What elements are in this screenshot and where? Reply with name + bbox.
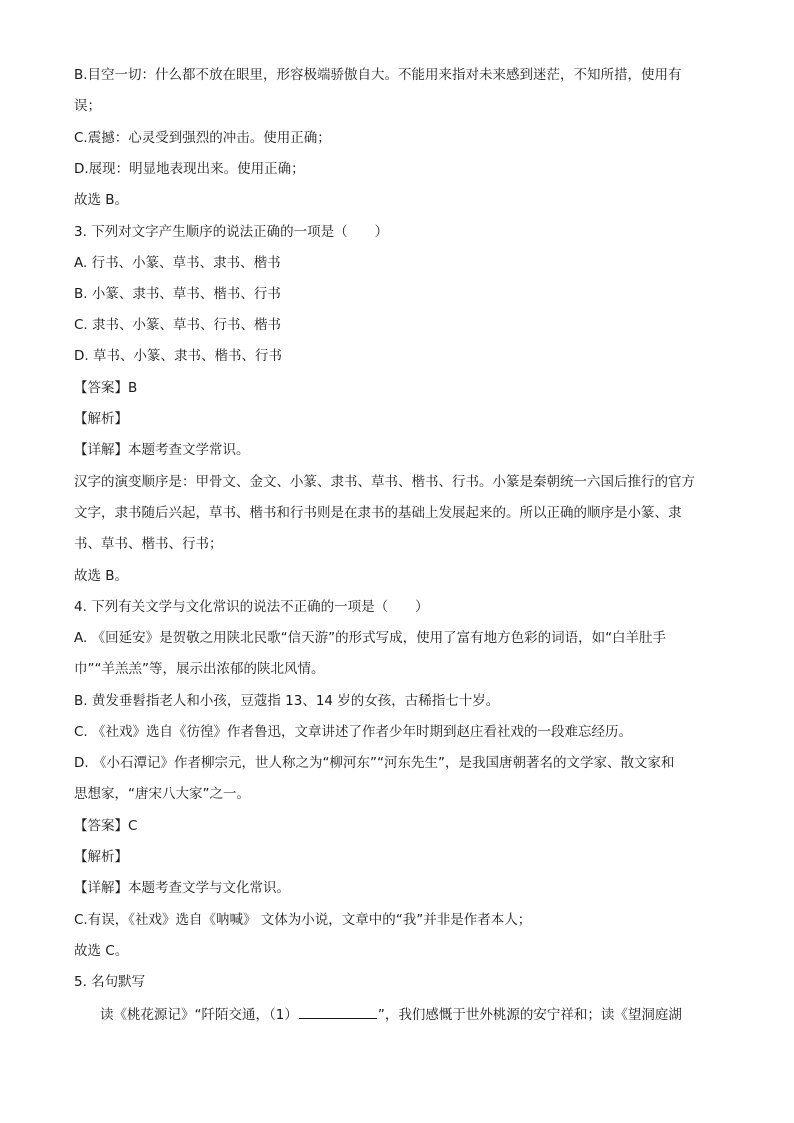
q4-option-a: A. 《回延安》是贺敬之用陕北民歌“信天游”的形式写成，使用了富有地方色彩的词语，如“白羊肚手 [74, 630, 667, 646]
q4-answer: 【答案】C [74, 818, 138, 834]
option-b-explanation: B.目空一切：什么都不放在眼里，形容极端骄傲自大。不能用来指对未来感到迷茫，不知所措，使用有 [74, 67, 682, 83]
q3-option-b: B. 小篆、隶书、草书、楷书、行书 [74, 286, 281, 302]
q5-text-before-blank: 读《桃花源记》“阡陌交通，（1） [100, 1007, 298, 1023]
option-b-explanation-cont: 误； [74, 98, 101, 114]
q3-answer: 【答案】B [74, 380, 138, 396]
q3-detail: 【详解】本题考查文学常识。 [74, 442, 250, 458]
q4-option-a-cont: 巾”“羊羔羔”等，展示出浓郁的陕北风情。 [74, 661, 325, 677]
q4-option-c: C. 《社戏》选自《彷徨》作者鲁迅，文章讲述了作者少年时期到赵庄看社戏的一段难忘经历。 [74, 724, 633, 740]
q4-conclusion: 故选 C。 [74, 943, 129, 959]
q3-option-a: A. 行书、小篆、草书、隶书、楷书 [74, 255, 281, 271]
q5-text-after-blank: ”，我们感慨于世外桃源的安宁祥和；读《望洞庭湖 [377, 1007, 682, 1023]
q2-conclusion: 故选 B。 [74, 192, 129, 208]
q3-explanation-3: 书、草书、楷书、行书； [74, 536, 223, 552]
answer-blank[interactable] [299, 1004, 377, 1019]
q4-option-b: B. 黄发垂髫指老人和小孩，豆蔻指 13、14 岁的女孩，古稀指七十岁。 [74, 693, 500, 709]
option-c-explanation: C.震撼：心灵受到强烈的冲击。使用正确； [74, 130, 331, 146]
q3-option-c: C. 隶书、小篆、草书、行书、楷书 [74, 317, 282, 333]
q5-stem: 5. 名句默写 [74, 974, 146, 990]
q4-option-d-cont: 思想家，“唐宋八大家”之一。 [74, 786, 250, 802]
q4-detail: 【详解】本题考查文学与文化常识。 [74, 880, 290, 896]
q4-option-d: D. 《小石潭记》作者柳宗元，世人称之为“柳河东”“河东先生”，是我国唐朝著名的文学家、散文家和 [74, 755, 675, 771]
q3-stem: 3. 下列对文字产生顺序的说法正确的一项是（ ） [74, 224, 389, 240]
q3-explanation-1: 汉字的演变顺序是：甲骨文、金文、小篆、隶书、草书、楷书、行书。小篆是秦朝统一六国后推行的官方 [74, 474, 695, 490]
q4-analysis-label: 【解析】 [74, 849, 128, 865]
q3-option-d: D. 草书、小篆、隶书、楷书、行书 [74, 348, 282, 364]
q3-conclusion: 故选 B。 [74, 568, 129, 584]
q3-explanation-2: 文字，隶书随后兴起，草书、楷书和行书则是在隶书的基础上发展起来的。所以正确的顺序是小篆、隶 [74, 505, 682, 521]
q4-stem: 4. 下列有关文学与文化常识的说法不正确的一项是（ ） [74, 599, 429, 615]
q5-fill-line [100, 1004, 734, 1025]
q3-analysis-label: 【解析】 [74, 411, 128, 427]
option-d-explanation: D.展现：明显地表现出来。使用正确； [74, 161, 305, 177]
q4-explanation: C.有误，《社戏》选自《呐喊》 文体为小说，文章中的“我”并非是作者本人； [74, 912, 532, 928]
